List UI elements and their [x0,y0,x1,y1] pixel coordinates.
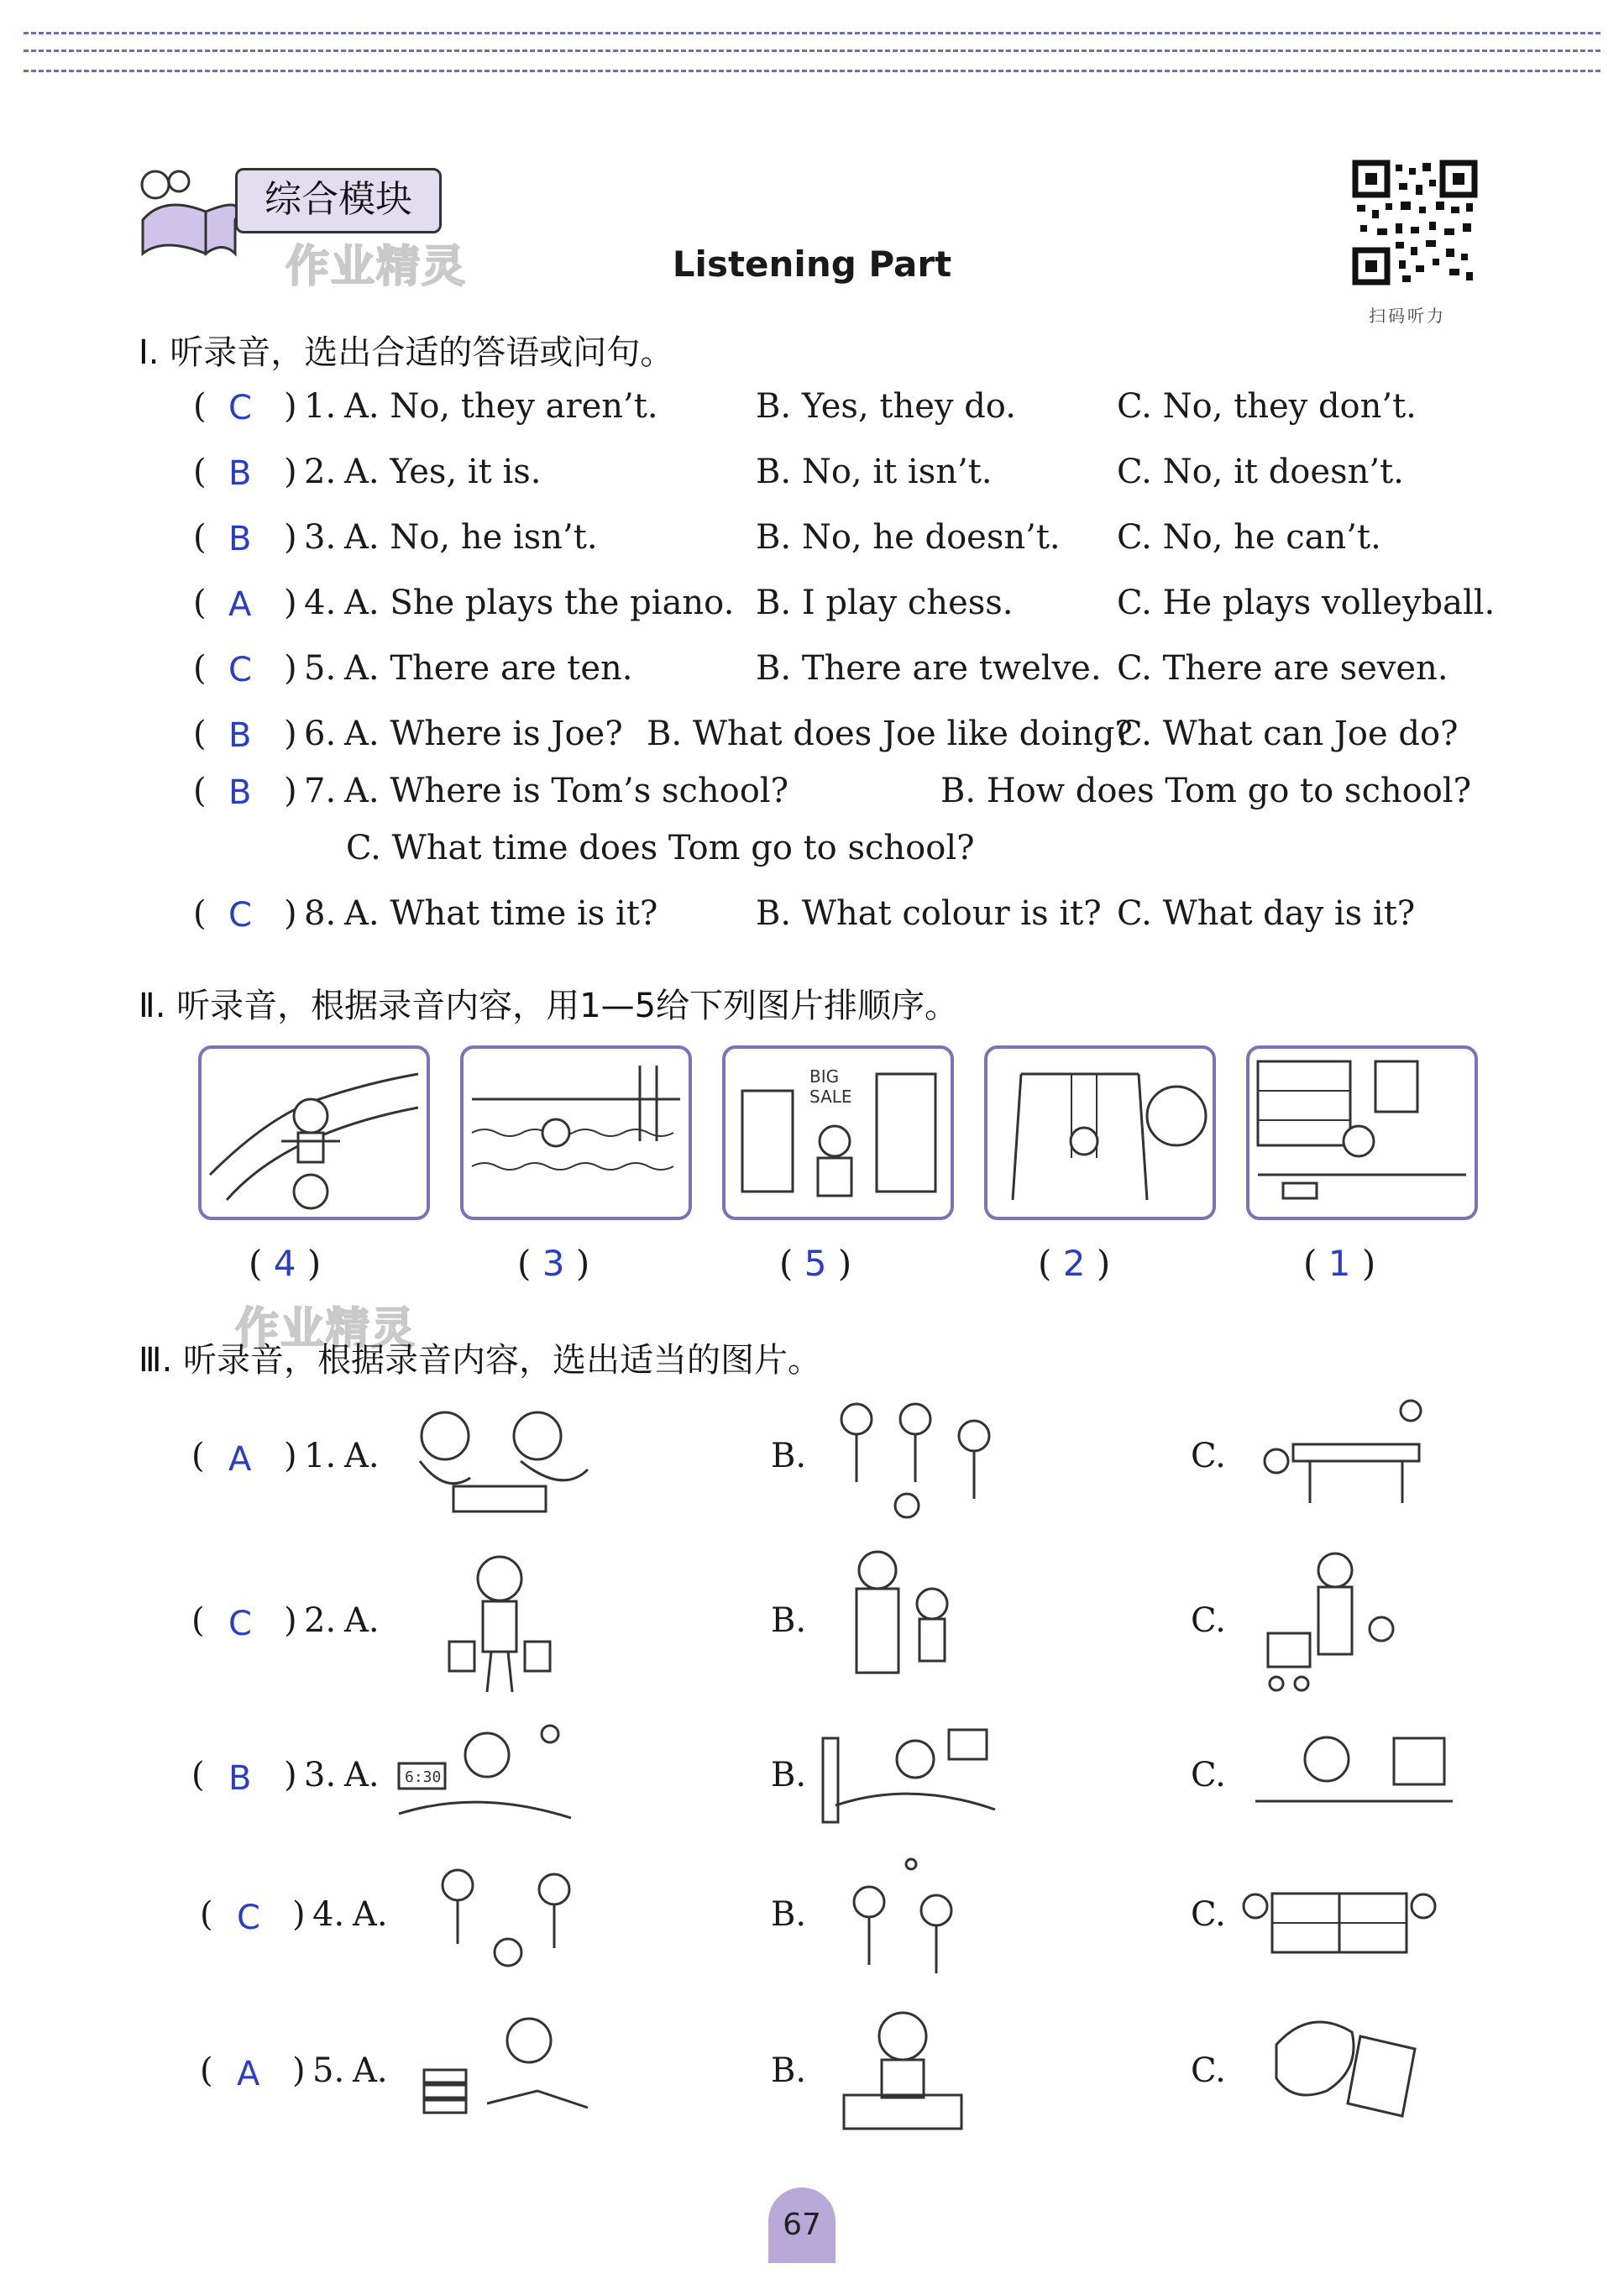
option-a-label: A. [344,1601,380,1640]
picture-shopping [722,1045,954,1220]
answer-value: A [237,2055,260,2093]
girl-sleeping-icon [819,1721,999,1826]
swimming-illustration-icon [464,1049,689,1217]
list-item: ( [193,518,207,557]
list-item: ( [191,1437,205,1475]
list-item: ) [284,894,297,933]
option-b: B. What colour is it? [756,894,1102,933]
svg-text:SALE: SALE [809,1087,852,1107]
bike-illustration-icon [202,1049,427,1217]
picture-swimming [460,1045,692,1220]
option-a-label: A. [344,1756,380,1794]
list-item: ( [191,1756,205,1794]
boy-waking-up-icon [395,1713,575,1831]
order-answer: ( 2 ) [1038,1243,1111,1284]
option-a: A. Where is Joe? [344,715,623,753]
option-a: A. She plays the piano. [344,584,735,622]
order-answer: ( 5 ) [779,1243,852,1284]
option-a: A. What time is it? [344,894,658,933]
list-item: ) [284,649,297,688]
list-item: ) [284,1601,297,1640]
question-number: 7. [304,772,337,810]
answer-value: B [228,1759,252,1798]
list-item: ( [191,1601,205,1640]
option-b: B. There are twelve. [756,649,1102,688]
svg-text:6:30: 6:30 [405,1768,442,1786]
girl-reading-books-icon [420,2011,592,2124]
list-item: ) [284,518,297,557]
answer-value: C [228,651,252,689]
option-b-label: B. [771,1601,807,1640]
qr-caption: 扫码听力 [1369,306,1446,326]
option-a: A. Yes, it is. [344,453,542,491]
option-c: C. He plays volleyball. [1117,584,1496,622]
option-c-label: C. [1191,1437,1226,1475]
option-b: B. Yes, they do. [756,387,1016,426]
option-c: C. No, he can’t. [1117,518,1381,557]
watermark-text: 作业精灵 [286,242,468,292]
section2-heading: Ⅱ. 听录音，根据录音内容，用1—5给下列图片排顺序。 [139,987,959,1025]
question-number: 8. [304,894,337,933]
page-number: 67 [768,2187,836,2263]
picture-library [1246,1045,1478,1220]
section3-heading: Ⅲ. 听录音，根据录音内容，选出适当的图片。 [139,1341,822,1380]
option-b: B. No, it isn’t. [756,453,993,491]
mother-with-cart-icon [1260,1549,1411,1700]
option-c: C. No, it doesn’t. [1117,453,1404,491]
list-item: ( [193,772,207,810]
answer-value: A [228,585,252,624]
order-answer: ( 1 ) [1303,1243,1376,1284]
boy-doing-homework-icon [1251,1726,1457,1826]
chess-players-icon [395,1402,605,1520]
list-item: ( [200,1895,213,1934]
option-c: C. What time does Tom go to school? [346,829,975,867]
option-a: A. No, he isn’t. [344,518,598,557]
answer-value: A [228,1440,252,1479]
table-tennis-players-icon [1243,1394,1436,1528]
list-item: ) [292,1895,306,1934]
answer-value: B [228,454,252,493]
option-b-label: B. [771,1895,807,1934]
question-number: 5. [312,2051,345,2090]
option-a-label: A. [344,1437,380,1475]
option-b-label: B. [771,1437,807,1475]
question-number: 4. [312,1895,345,1934]
module-label: 综合模块 [235,168,442,233]
boys-kicking-ball-icon [411,1864,600,1973]
option-b: B. No, he doesn’t. [756,518,1061,557]
picture-swing [984,1045,1216,1220]
girl-drawing-icon [836,2003,970,2133]
girl-with-shopping-bags-icon [437,1549,563,1696]
option-a-label: A. [353,1895,388,1934]
answer-value: C [237,1899,260,1937]
list-item: ) [284,584,297,622]
question-number: 1. [304,387,337,426]
list-item: ( [193,584,207,622]
watermark-text: 作业精灵 [235,1304,417,1354]
option-c: C. There are seven. [1117,649,1449,688]
option-b: B. I play chess. [756,584,1014,622]
option-b-label: B. [771,2051,807,2090]
list-item: ) [292,2051,306,2090]
shopping-illustration-icon [726,1049,951,1217]
answer-value: B [228,520,252,558]
list-item: ( [193,649,207,688]
kids-badminton-icon [827,1856,970,1982]
kids-table-tennis-icon [1239,1885,1444,1969]
option-c-label: C. [1191,1895,1226,1934]
question-number: 4. [304,584,337,622]
option-c: C. What day is it? [1117,894,1416,933]
grandma-and-child-icon [831,1545,974,1700]
list-item: ) [284,772,297,810]
list-item: ( [193,715,207,753]
list-item: ( [193,387,207,426]
answer-value: C [228,389,252,427]
girl-writing-essay-icon [1260,2011,1428,2129]
option-b: B. What does Joe like doing? [647,715,1133,753]
library-illustration-icon [1249,1049,1475,1217]
option-c-label: C. [1191,2051,1226,2090]
list-item: ) [284,1437,297,1475]
order-answer: ( 3 ) [517,1243,590,1284]
list-item: ( [193,894,207,933]
question-number: 5. [304,649,337,688]
question-number: 2. [304,1601,337,1640]
swing-illustration-icon [987,1049,1213,1217]
option-b: B. How does Tom go to school? [940,772,1472,810]
question-number: 2. [304,453,337,491]
option-c: C. What can Joe do? [1117,715,1459,753]
option-a-label: A. [353,2051,388,2090]
option-a: A. Where is Tom’s school? [344,772,789,810]
question-number: 3. [304,518,337,557]
answer-value: C [228,1605,252,1643]
page-title: Listening Part [672,244,952,285]
list-item: ) [284,387,297,426]
list-item: ) [284,1756,297,1794]
answer-value: B [228,716,252,755]
option-c-label: C. [1191,1756,1226,1794]
option-c-label: C. [1191,1601,1226,1640]
qr-code-icon[interactable] [1352,160,1478,286]
kids-playing-football-icon [806,1398,1024,1524]
top-dashed-border [24,32,1600,72]
question-number: 3. [304,1756,337,1794]
list-item: ) [284,715,297,753]
option-a: A. No, they aren’t. [344,387,658,426]
list-item: ( [200,2051,213,2090]
answer-value: B [228,773,252,812]
list-item: ) [284,453,297,491]
answer-value: C [228,896,252,935]
top-dashed-line [24,50,1600,52]
section1-heading: Ⅰ. 听录音，选出合适的答语或问句。 [139,333,674,372]
option-a: A. There are ten. [344,649,633,688]
order-answer: ( 4 ) [249,1243,322,1284]
option-c: C. No, they don’t. [1117,387,1417,426]
question-number: 6. [304,715,337,753]
question-number: 1. [304,1437,337,1475]
list-item: ( [193,453,207,491]
svg-text:BIG: BIG [809,1066,840,1087]
picture-riding-bike [198,1045,430,1220]
option-b-label: B. [771,1756,807,1794]
